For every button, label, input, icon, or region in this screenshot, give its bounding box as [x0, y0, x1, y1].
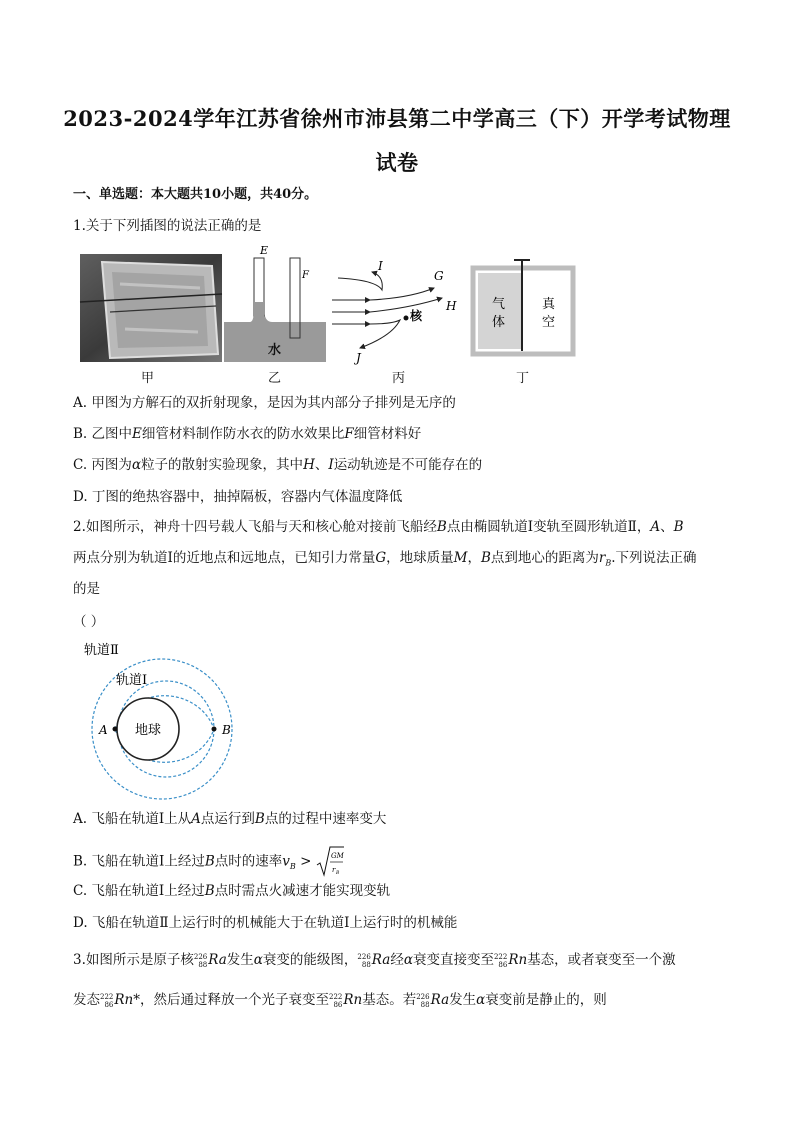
q1-option-d: D. 丁图的绝热容器中，抽掉隔板，容器内气体温度降低	[73, 489, 403, 505]
q1-figure-bing	[330, 258, 462, 364]
q1-fig-label-H: H	[446, 299, 457, 313]
q2-stem-line3: 的是	[73, 581, 100, 597]
q3-stem-line1: 3.如图所示是原子核226 88Ra发生α衰变的能级图，226 88Ra经α衰变直接变至222 86Rn基态，或者衰变至一个激	[73, 952, 676, 969]
q1-fig-label-water: 水	[268, 343, 282, 358]
q3-stem-line2: 发态222 86Rn*，然后通过释放一个光子衰变至222 86Rn基态。若226 88Ra发生α衰变前是静止的，则	[73, 992, 607, 1009]
q1-caption-ding: 丁	[516, 371, 530, 386]
q2-answer-paren: （ ）	[73, 614, 105, 630]
q2-label-A: A	[99, 723, 108, 737]
q1-fig-label-nucleus: 核	[410, 309, 423, 323]
q1-fig-label-F: F	[302, 270, 309, 281]
q2-option-c: C. 飞船在轨道Ⅰ上经过B点时需点火减速才能实现变轨	[73, 883, 391, 899]
q1-option-b: B. 乙图中E细管材料制作防水衣的防水效果比F细管材料好	[73, 426, 422, 442]
q1-fig-label-gas1: 气	[492, 297, 506, 312]
svg-text:B: B	[335, 871, 340, 876]
q1-fig-label-vac1: 真	[542, 297, 556, 312]
q2-label-earth: 地球	[135, 723, 162, 738]
svg-text:r: r	[331, 866, 336, 874]
q2-stem-line1: 2.如图所示，神舟十四号载人飞船与天和核心舱对接前飞船经B点由椭圆轨道Ⅰ变轨至圆形轨道Ⅱ，A、B	[73, 519, 684, 535]
q1-option-c: C. 丙图为α粒子的散射实验现象，其中H、I运动轨迹是不可能存在的	[73, 457, 483, 473]
q2-orbit-figure	[70, 636, 250, 802]
q1-figure-jia	[80, 254, 222, 362]
q1-fig-label-E: E	[260, 244, 269, 257]
q2-option-a: A. 飞船在轨道Ⅰ上从A点运行到B点的过程中速率变大	[73, 811, 387, 827]
q2-label-orbit2: 轨道Ⅱ	[84, 643, 119, 658]
sqrt-gm-over-rb	[316, 845, 344, 879]
q2-label-B: B	[222, 723, 231, 737]
q2-label-orbit1: 轨道Ⅰ	[116, 673, 148, 688]
q1-fig-label-gas2: 体	[492, 315, 506, 330]
q1-caption-yi: 乙	[268, 371, 282, 386]
q2-option-b: B. 飞船在轨道Ⅰ上经过B点时的速率$v_B$ > GM r B	[73, 845, 344, 879]
q1-caption-bing: 丙	[392, 371, 406, 386]
q1-figure-ding	[470, 258, 576, 356]
exam-title-line2: 试卷	[375, 150, 419, 175]
q1-option-a: A. 甲图为方解石的双折射现象，是因为其内部分子排列是无序的	[73, 395, 456, 411]
q1-fig-label-vac2: 空	[542, 315, 556, 330]
q1-figure-yi	[224, 244, 326, 362]
q2-option-d: D. 飞船在轨道Ⅱ上运行时的机械能大于在轨道Ⅰ上运行时的机械能	[73, 915, 458, 931]
section-heading: 一、单选题：本大题共10小题，共40分。	[73, 187, 318, 202]
svg-text:GM: GM	[330, 852, 344, 860]
exam-title-line1: 2023-2024学年江苏省徐州市沛县第二中学高三（下）开学考试物理	[63, 106, 731, 131]
q1-fig-label-I: I	[378, 259, 383, 273]
q1-stem: 1.关于下列插图的说法正确的是	[73, 218, 262, 234]
q1-caption-jia: 甲	[141, 371, 155, 386]
q1-fig-label-G: G	[434, 269, 444, 283]
q1-fig-label-J: J	[356, 351, 361, 365]
q2-stem-line2: 两点分别为轨道Ⅰ的近地点和远地点，已知引力常量G，地球质量M，B点到地心的距离为$r_B$.下列说法正确	[73, 550, 697, 568]
